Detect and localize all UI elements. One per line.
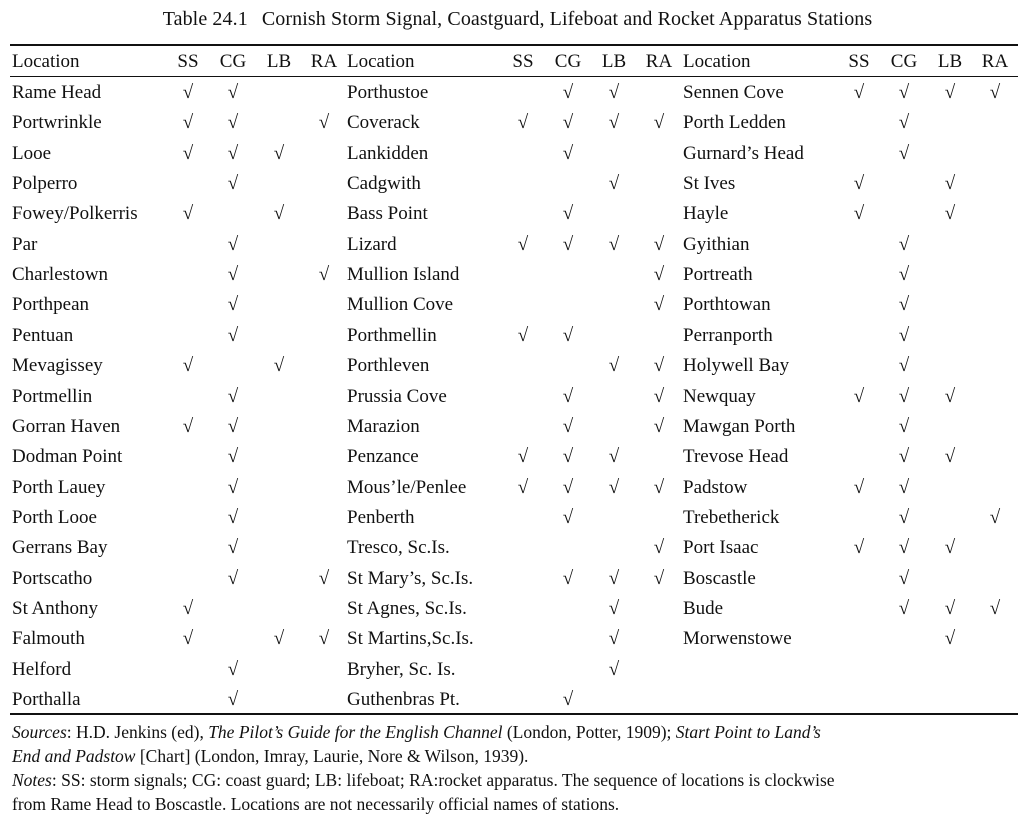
location-cell: Gurnard’s Head <box>683 143 804 164</box>
location-cell: Penberth <box>347 507 415 528</box>
check-cg: √ <box>227 659 239 680</box>
location-cell: Trevose Head <box>683 446 789 467</box>
check-ss: √ <box>853 203 865 224</box>
header-cg: CG <box>890 51 918 72</box>
check-lb: √ <box>944 173 956 194</box>
check-ss: √ <box>853 82 865 103</box>
check-cg: √ <box>562 446 574 467</box>
check-cg: √ <box>898 568 910 589</box>
location-cell: Mous’le/Penlee <box>347 477 467 498</box>
header-lb: LB <box>937 51 963 72</box>
check-ss: √ <box>853 386 865 407</box>
check-ra: √ <box>653 477 665 498</box>
location-cell: Porthtowan <box>683 294 771 315</box>
check-lb: √ <box>608 234 620 255</box>
check-lb: √ <box>608 355 620 376</box>
location-cell: Guthenbras Pt. <box>347 689 460 710</box>
check-cg: √ <box>562 325 574 346</box>
location-cell: Porthpean <box>12 294 90 315</box>
header-lb: LB <box>266 51 292 72</box>
check-cg: √ <box>898 325 910 346</box>
check-ss: √ <box>517 234 529 255</box>
check-ss: √ <box>853 477 865 498</box>
location-cell: Falmouth <box>12 628 85 649</box>
location-cell: Morwenstowe <box>683 628 792 649</box>
location-cell: Bass Point <box>347 203 428 224</box>
top-rule <box>10 44 1018 46</box>
check-ra: √ <box>653 234 665 255</box>
check-cg: √ <box>227 386 239 407</box>
check-ss: √ <box>182 203 194 224</box>
check-lb: √ <box>608 659 620 680</box>
location-cell: Charlestown <box>12 264 109 285</box>
location-cell: Porth Looe <box>12 507 97 528</box>
check-cg: √ <box>227 537 239 558</box>
check-lb: √ <box>944 386 956 407</box>
check-cg: √ <box>562 568 574 589</box>
header-ss: SS <box>512 51 534 72</box>
location-cell: Porth Lauey <box>12 477 106 498</box>
check-ra: √ <box>653 537 665 558</box>
header-ra: RA <box>645 51 673 72</box>
check-ra: √ <box>653 294 665 315</box>
header-rule <box>10 76 1018 77</box>
header-cg: CG <box>554 51 582 72</box>
check-lb: √ <box>273 628 285 649</box>
location-cell: Boscastle <box>683 568 756 589</box>
check-ra: √ <box>989 598 1001 619</box>
check-lb: √ <box>944 598 956 619</box>
header-lb: LB <box>601 51 627 72</box>
check-cg: √ <box>562 234 574 255</box>
check-lb: √ <box>608 112 620 133</box>
check-cg: √ <box>562 82 574 103</box>
header-location: Location <box>347 51 415 72</box>
location-cell: St Anthony <box>12 598 99 619</box>
location-cell: St Agnes, Sc.Is. <box>347 598 467 619</box>
check-cg: √ <box>562 507 574 528</box>
notes-line-1 <box>12 768 1018 792</box>
check-cg: √ <box>562 477 574 498</box>
check-ra: √ <box>989 507 1001 528</box>
check-cg: √ <box>227 143 239 164</box>
sources-line1-segment: The Pilot’s Guide for the English Channel <box>208 722 503 742</box>
location-cell: Tresco, Sc.Is. <box>347 537 450 558</box>
check-cg: √ <box>898 82 910 103</box>
notes-text-1: : SS: storm signals; CG: coast guard; LB: lifeboat; RA:rocket apparatus. The sequence of locations is clockwise <box>51 770 835 790</box>
check-cg: √ <box>227 477 239 498</box>
location-cell: St Ives <box>683 173 736 194</box>
check-lb: √ <box>608 82 620 103</box>
location-cell: Polperro <box>12 173 78 194</box>
location-cell: Dodman Point <box>12 446 123 467</box>
check-ss: √ <box>182 628 194 649</box>
check-ss: √ <box>182 416 194 437</box>
location-cell: Gorran Haven <box>12 416 121 437</box>
check-lb: √ <box>273 143 285 164</box>
check-lb: √ <box>944 203 956 224</box>
check-ra: √ <box>653 264 665 285</box>
check-cg: √ <box>898 294 910 315</box>
check-ra: √ <box>318 568 330 589</box>
check-cg: √ <box>562 112 574 133</box>
check-ra: √ <box>653 355 665 376</box>
check-ss: √ <box>182 143 194 164</box>
location-cell: Par <box>12 234 38 255</box>
check-ra: √ <box>989 82 1001 103</box>
check-lb: √ <box>944 446 956 467</box>
sources-line2-segment: End and Padstow <box>12 746 136 766</box>
check-cg: √ <box>562 416 574 437</box>
check-cg: √ <box>227 173 239 194</box>
location-cell: Coverack <box>347 112 420 133</box>
sources-line-1 <box>12 720 1018 744</box>
check-ss: √ <box>517 446 529 467</box>
location-cell: Gerrans Bay <box>12 537 108 558</box>
check-cg: √ <box>562 143 574 164</box>
check-cg: √ <box>898 355 910 376</box>
header-cg: CG <box>219 51 247 72</box>
check-ra: √ <box>653 386 665 407</box>
location-cell: Rame Head <box>12 82 102 103</box>
check-ss: √ <box>182 112 194 133</box>
check-cg: √ <box>227 568 239 589</box>
check-cg: √ <box>227 264 239 285</box>
bottom-rule <box>10 713 1018 715</box>
location-cell: Port Isaac <box>683 537 759 558</box>
check-lb: √ <box>273 355 285 376</box>
check-cg: √ <box>898 386 910 407</box>
location-cell: Porthmellin <box>347 325 437 346</box>
location-cell: Padstow <box>683 477 748 498</box>
location-cell: Hayle <box>683 203 729 224</box>
check-lb: √ <box>944 537 956 558</box>
check-lb: √ <box>944 82 956 103</box>
check-cg: √ <box>898 143 910 164</box>
table-number: Table 24.1 <box>162 8 248 30</box>
check-cg: √ <box>898 112 910 133</box>
check-cg: √ <box>898 446 910 467</box>
location-cell: Mevagissey <box>12 355 103 376</box>
check-cg: √ <box>898 477 910 498</box>
sources-line1-segment: : H.D. Jenkins (ed), <box>66 722 209 742</box>
location-cell: Mullion Island <box>347 264 460 285</box>
check-ss: √ <box>853 173 865 194</box>
notes-line-2 <box>12 792 1018 816</box>
check-lb: √ <box>944 628 956 649</box>
location-cell: Gyithian <box>683 234 750 255</box>
check-cg: √ <box>227 82 239 103</box>
check-ss: √ <box>182 82 194 103</box>
check-ss: √ <box>853 537 865 558</box>
check-ss: √ <box>517 112 529 133</box>
sources-label: Sources <box>12 722 67 742</box>
location-cell: Porth Ledden <box>683 112 786 133</box>
location-cell: Portscatho <box>12 568 93 589</box>
location-cell: Lizard <box>347 234 397 255</box>
location-cell: Bude <box>683 598 724 619</box>
location-cell: Porthleven <box>347 355 430 376</box>
check-cg: √ <box>227 112 239 133</box>
sources-line1-segment: Start Point to Land’s <box>675 722 821 742</box>
check-lb: √ <box>608 598 620 619</box>
location-cell: Cadgwith <box>347 173 421 194</box>
check-cg: √ <box>898 507 910 528</box>
header-location: Location <box>12 51 80 72</box>
location-cell: Mullion Cove <box>347 294 454 315</box>
sources-line-2 <box>12 744 1018 768</box>
location-cell: Mawgan Porth <box>683 416 796 437</box>
location-cell: Trebetherick <box>683 507 780 528</box>
check-ra: √ <box>318 112 330 133</box>
check-ra: √ <box>318 264 330 285</box>
location-cell: Bryher, Sc. Is. <box>347 659 456 680</box>
check-cg: √ <box>898 264 910 285</box>
check-ra: √ <box>653 416 665 437</box>
check-cg: √ <box>227 689 239 710</box>
table-title: Cornish Storm Signal, Coastguard, Lifeboat and Rocket Apparatus Stations <box>261 8 873 30</box>
check-ss: √ <box>517 325 529 346</box>
location-cell: Portwrinkle <box>12 112 102 133</box>
check-cg: √ <box>227 507 239 528</box>
check-cg: √ <box>227 446 239 467</box>
location-cell: Marazion <box>347 416 420 437</box>
location-cell: Porthalla <box>12 689 81 710</box>
location-cell: Perranporth <box>683 325 773 346</box>
check-ra: √ <box>653 568 665 589</box>
table-caption <box>0 8 1035 31</box>
location-cell: Holywell Bay <box>683 355 790 376</box>
check-ss: √ <box>517 477 529 498</box>
location-cell: Prussia Cove <box>347 386 447 407</box>
location-cell: Portreath <box>683 264 753 285</box>
location-cell: Porthustoe <box>347 82 429 103</box>
location-cell: Looe <box>12 143 52 164</box>
header-ra: RA <box>310 51 338 72</box>
location-cell: Lankidden <box>347 143 429 164</box>
header-ss: SS <box>848 51 870 72</box>
check-cg: √ <box>898 416 910 437</box>
check-cg: √ <box>562 386 574 407</box>
check-lb: √ <box>608 477 620 498</box>
location-cell: Portmellin <box>12 386 93 407</box>
notes-text-2: from Rame Head to Boscastle. Locations are not necessarily official names of stations. <box>12 794 620 814</box>
location-cell: Penzance <box>347 446 419 467</box>
check-cg: √ <box>227 416 239 437</box>
header-ra: RA <box>981 51 1009 72</box>
notes-label: Notes <box>12 770 52 790</box>
check-cg: √ <box>227 325 239 346</box>
check-ss: √ <box>182 598 194 619</box>
check-lb: √ <box>273 203 285 224</box>
location-cell: Pentuan <box>12 325 74 346</box>
check-cg: √ <box>898 234 910 255</box>
check-cg: √ <box>227 234 239 255</box>
location-cell: St Mary’s, Sc.Is. <box>347 568 474 589</box>
check-lb: √ <box>608 568 620 589</box>
check-ra: √ <box>653 112 665 133</box>
sources-line2-segment: [Chart] (London, Imray, Laurie, Nore & Wilson, 1939). <box>135 746 529 766</box>
check-cg: √ <box>562 203 574 224</box>
check-cg: √ <box>898 537 910 558</box>
check-lb: √ <box>608 173 620 194</box>
header-ss: SS <box>177 51 199 72</box>
check-cg: √ <box>562 689 574 710</box>
check-ra: √ <box>318 628 330 649</box>
check-lb: √ <box>608 628 620 649</box>
location-cell: Newquay <box>683 386 756 407</box>
check-cg: √ <box>227 294 239 315</box>
location-cell: Fowey/Polkerris <box>12 203 138 224</box>
location-cell: St Martins,Sc.Is. <box>347 628 474 649</box>
location-cell: Sennen Cove <box>683 82 784 103</box>
check-ss: √ <box>182 355 194 376</box>
check-cg: √ <box>898 598 910 619</box>
location-cell: Helford <box>12 659 72 680</box>
sources-line1-segment: (London, Potter, 1909); <box>502 722 676 742</box>
header-location: Location <box>683 51 751 72</box>
check-lb: √ <box>608 446 620 467</box>
